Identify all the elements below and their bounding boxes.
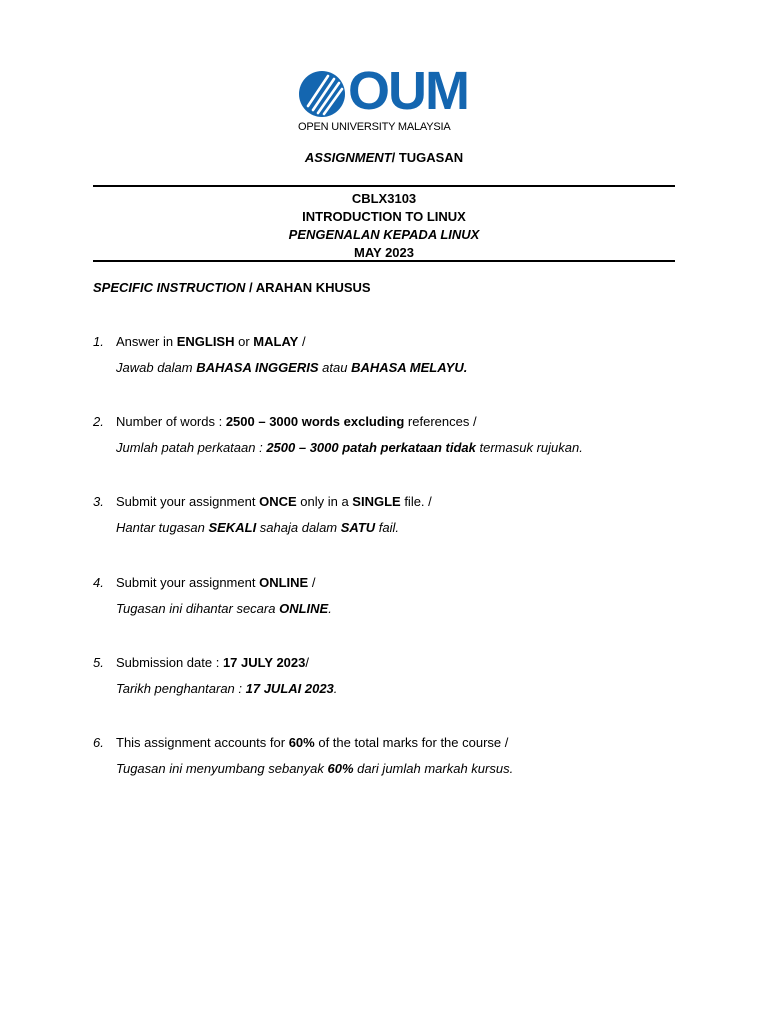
assignment-title xyxy=(0,150,768,165)
text-run: / xyxy=(308,575,316,590)
text-run: termasuk rujukan. xyxy=(475,440,583,455)
assignment-label-en: ASSIGNMENT xyxy=(304,150,392,165)
text-run: only in a xyxy=(296,494,353,509)
instruction-number: 2. xyxy=(93,414,104,429)
text-run: Number of words : xyxy=(116,414,226,429)
emphasis-text: SINGLE xyxy=(352,494,401,509)
emphasis-text: 60% xyxy=(327,761,354,776)
section-heading xyxy=(93,280,371,295)
text-run: fail. xyxy=(375,520,400,535)
text-run: Jumlah patah perkataan : xyxy=(116,440,267,455)
instruction-text-en xyxy=(116,414,477,429)
instruction-text-ms xyxy=(116,440,583,455)
emphasis-text: SEKALI xyxy=(208,520,257,535)
instruction-text-ms xyxy=(116,761,513,776)
course-block xyxy=(0,190,768,262)
instruction-number: 4. xyxy=(93,575,104,590)
emphasis-text: SATU xyxy=(340,520,376,535)
course-title-en: INTRODUCTION TO LINUX xyxy=(302,209,466,224)
section-heading-en: SPECIFIC INSTRUCTION xyxy=(93,280,246,295)
text-run: file. / xyxy=(400,494,432,509)
text-run: Tarikh penghantaran : xyxy=(116,681,246,696)
oum-logo xyxy=(298,61,474,134)
instruction-text-ms xyxy=(116,520,399,535)
instruction-text-en xyxy=(116,334,306,349)
text-run: dari jumlah markah kursus. xyxy=(353,761,514,776)
emphasis-text: ONLINE xyxy=(259,575,309,590)
instruction-number: 6. xyxy=(93,735,104,750)
text-run: This assignment accounts for xyxy=(116,735,289,750)
text-run: Submit your assignment xyxy=(116,494,260,509)
instruction-number: 5. xyxy=(93,655,104,670)
text-run: Jawab dalam xyxy=(116,360,197,375)
emphasis-text: 2500 – 3000 patah perkataan tidak xyxy=(266,440,476,455)
emphasis-text: ONLINE xyxy=(279,601,329,616)
instruction-text-ms xyxy=(116,681,337,696)
text-run: Tugasan ini menyumbang sebanyak xyxy=(116,761,328,776)
instruction-text-en xyxy=(116,735,508,750)
course-code: CBLX3103 xyxy=(351,191,417,206)
section-heading-ms: ARAHAN KHUSUS xyxy=(255,280,371,295)
emphasis-text: BAHASA INGGERIS xyxy=(196,360,319,375)
bottom-rule xyxy=(93,260,675,262)
text-run: Answer in xyxy=(116,334,177,349)
text-run: / xyxy=(298,334,306,349)
emphasis-text: 2500 – 3000 words excluding xyxy=(225,414,405,429)
text-run: Submit your assignment xyxy=(116,575,260,590)
instruction-number: 1. xyxy=(93,334,104,349)
emphasis-text: BAHASA MELAYU. xyxy=(351,360,468,375)
emphasis-text: 17 JULY 2023 xyxy=(222,655,306,670)
text-run: Submission date : xyxy=(116,655,223,670)
text-run: sahaja dalam xyxy=(256,520,341,535)
emphasis-text: MALAY xyxy=(253,334,299,349)
oum-wordmark: OUM xyxy=(348,61,468,121)
oum-globe-icon xyxy=(298,70,346,118)
text-run: atau xyxy=(318,360,352,375)
instruction-text-en xyxy=(116,575,315,590)
assignment-label-ms: TUGASAN xyxy=(398,150,464,165)
instruction-text-ms xyxy=(116,601,332,616)
assignment-separator: / xyxy=(391,150,399,165)
top-rule xyxy=(93,185,675,187)
semester: MAY 2023 xyxy=(354,245,414,260)
text-run: of the total marks for the course / xyxy=(314,735,509,750)
instruction-text-ms xyxy=(116,360,467,375)
instruction-number: 3. xyxy=(93,494,104,509)
text-run: . xyxy=(328,601,332,616)
text-run: / xyxy=(305,655,309,670)
instruction-text-en xyxy=(116,655,309,670)
emphasis-text: ONCE xyxy=(259,494,297,509)
emphasis-text: 60% xyxy=(288,735,315,750)
text-run: Hantar tugasan xyxy=(116,520,209,535)
emphasis-text: ENGLISH xyxy=(176,334,235,349)
course-title-ms: PENGENALAN KEPADA LINUX xyxy=(288,227,480,242)
emphasis-text: 17 JULAI 2023 xyxy=(245,681,334,696)
text-run: or xyxy=(234,334,254,349)
text-run: . xyxy=(333,681,338,696)
logo-subtitle: OPEN UNIVERSITY MALAYSIA xyxy=(298,121,451,133)
text-run: Tugasan ini dihantar secara xyxy=(116,601,280,616)
instruction-text-en xyxy=(116,494,432,509)
text-run: references / xyxy=(404,414,477,429)
section-heading-separator: / xyxy=(245,280,256,295)
